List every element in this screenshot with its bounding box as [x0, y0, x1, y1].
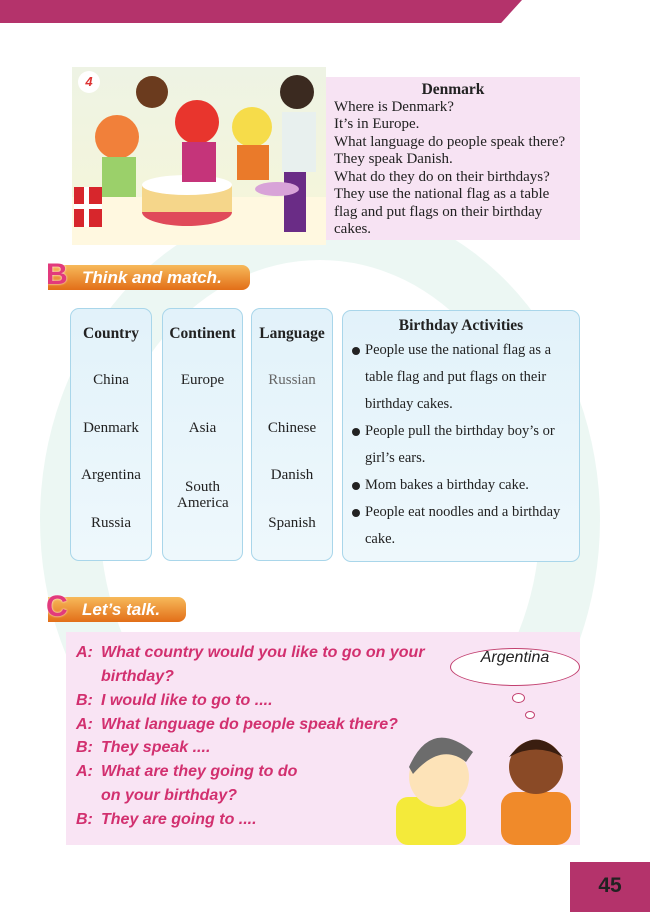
page-number: 45: [570, 862, 650, 912]
denmark-line: What do they do on their birthdays?: [334, 168, 550, 185]
activity-item[interactable]: Mom bakes a birthday cake.: [353, 472, 569, 499]
country-item[interactable]: Denmark: [83, 420, 139, 436]
language-item[interactable]: Spanish: [268, 515, 316, 531]
country-item[interactable]: Russia: [90, 515, 131, 531]
column-header: Continent: [169, 325, 236, 342]
section-c-header: [46, 590, 186, 623]
continent-column: [162, 308, 243, 561]
thought-dot: [512, 693, 525, 703]
section-title: Think and match.: [82, 268, 222, 287]
dialog-line: A: What language do people speak there?: [76, 716, 398, 733]
thought-dot: [525, 711, 535, 719]
denmark-title: Denmark: [421, 81, 485, 98]
column-header: Country: [83, 325, 139, 342]
dialog-line: A: What are they going to do: [76, 763, 298, 780]
picture-number: 4: [78, 71, 100, 93]
language-item[interactable]: Chinese: [267, 420, 317, 436]
birthday-illustration: [72, 67, 326, 245]
dialog-line: A: What country would you like to go on your: [76, 644, 425, 661]
continent-item[interactable]: Asia: [188, 420, 217, 436]
section-letter: B: [46, 258, 68, 291]
language-item[interactable]: Danish: [270, 467, 314, 483]
denmark-line: They speak Danish.: [334, 151, 453, 167]
continent-item[interactable]: Europe: [180, 372, 225, 388]
activity-item[interactable]: People pull the birthday boy’s or girl’s ears.: [353, 418, 569, 472]
language-item[interactable]: Russian: [268, 372, 316, 388]
dialog-line: B: They speak ....: [76, 739, 211, 756]
party-scene-icon: [72, 67, 326, 245]
denmark-line: It’s in Europe.: [334, 116, 420, 132]
dialog-line: birthday?: [101, 668, 174, 685]
thought-bubble: Argentina: [450, 648, 580, 686]
two-boys-illustration: [391, 722, 581, 845]
country-column: [70, 308, 152, 561]
birthday-activities-column: [342, 310, 580, 562]
denmark-line: They use the national flag as a table flag and put flags on their birthday cakes.: [334, 186, 550, 237]
section-title: Let’s talk.: [82, 600, 161, 619]
column-header: Language: [259, 325, 325, 342]
continent-item[interactable]: South America: [177, 479, 229, 511]
activity-item[interactable]: People use the national flag as a table flag and put flags on their birthday cakes.: [353, 337, 569, 418]
dialog-line: B: They are going to ....: [76, 811, 257, 828]
section-letter: C: [46, 590, 68, 623]
country-item[interactable]: Argentina: [81, 467, 141, 483]
country-item[interactable]: China: [93, 372, 129, 388]
denmark-line: What language do people speak there?: [334, 133, 566, 150]
header-band: [0, 0, 522, 23]
denmark-line: Where is Denmark?: [334, 98, 454, 115]
column-header: Birthday Activities: [398, 317, 524, 334]
dialog-line: B: I would like to go to ....: [76, 692, 273, 709]
dialog-line: on your birthday?: [101, 787, 237, 804]
activity-item[interactable]: People eat noodles and a birthday cake.: [353, 499, 569, 553]
language-column: [251, 308, 333, 561]
section-b-header: [46, 258, 250, 291]
denmark-info-box: [326, 77, 580, 240]
